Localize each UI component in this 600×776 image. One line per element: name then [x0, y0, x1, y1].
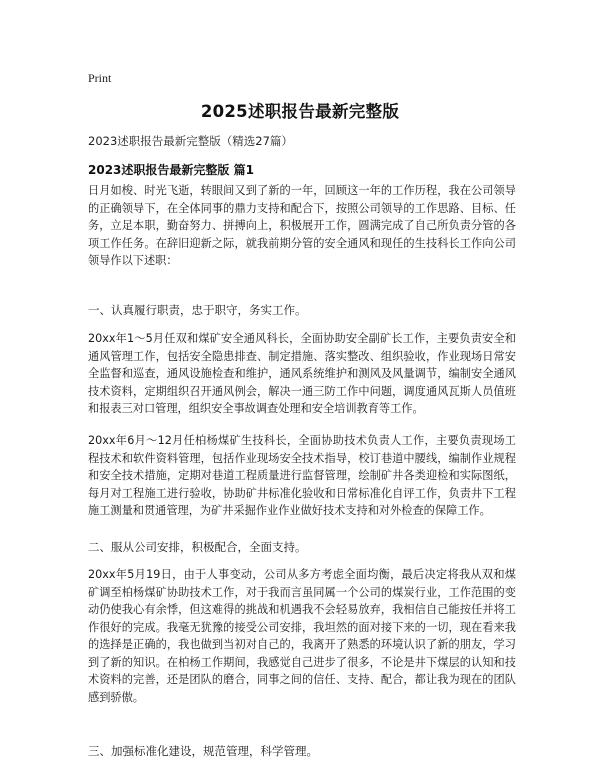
- document-subtitle: 2023述职报告最新完整版（精选27篇）: [88, 134, 293, 148]
- section-title: 2023述职报告最新完整版 篇1: [88, 163, 254, 177]
- section-heading-3: 三、加强标准化建设，规范管理，科学管理。: [88, 744, 318, 758]
- paragraph-intro: 日月如梭、时光飞逝，转眼间又到了新的一年，回顾这一年的工作历程，我在公司领导的正确领导下，在全体同事的鼎力支持和配合下，按照公司领导的工作思路、目标、任务，立足本职，勤奋努力、拼搏向上，积极展开工作，圆满完成了自己所负责分管的各项工作任务。在辞旧迎新之际，就我前期分管的安全通风和现任的生技科长工作向公司领导作以下述职：: [88, 184, 516, 267]
- section-heading-2: 二、服从公司安排，积极配合，全面支持。: [88, 540, 307, 554]
- paragraph-safety-ventilation: 20xx年1～5月任双和煤矿安全通风科长，全面协助安全副矿长工作，主要负责安全和通风管理工作，包括安全隐患排查、制定措施、落实整改、组织验收，作业现场日常安全监督和巡查，通风设施检查和维护，通风系统维护和测风及风量调节，编制安全通风技术资料，定期组织召开通风例会，解决一通三防工作中问题，调度通风瓦斯人员值班和报表三对口管理，组织安全事故调查处理和安全培训教育等工作。: [88, 332, 516, 415]
- print-label[interactable]: Print: [88, 71, 112, 85]
- paragraph-production-tech: 20xx年6月～12月任柏杨煤矿生技科长，全面协助技术负责人工作，主要负责现场工程技术和软件资料管理，包括作业现场安全技术指导，校订巷道中腰线，编制作业规程和安全技术措施，定期对巷道工程质量进行监督管理，绘制矿井各类迎检和实际图纸，每月对工程施工进行验收，协助矿井标准化验收和日常标准化自评工作，负责井下工程施工测量和贯通管理，为矿井采掘作业作业做好技术支持和对外检查的保障工作。: [88, 434, 516, 517]
- section-heading-1: 一、认真履行职责，忠于职守，务实工作。: [88, 303, 307, 317]
- paragraph-transfer: 20xx年5月19日，由于人事变动，公司从多方考虑全面均衡，最后决定将我从双和煤矿调至柏杨煤矿协助技术工作，对于我而言虽同属一个公司的煤炭行业，工作范围的变动仍使我心有余悸，但这难得的挑战和机遇我不会轻易放弃，我相信自己能按任并将工作很好的完成。我毫无犹豫的接受公司安排，我坦然的面对接下来的一切，现在看来我的选择是正确的，我也做到当初对自己的，我离开了熟悉的环境认识了新的朋友，学习到了新的知识。在柏杨工作期间，我感觉自己进步了很多，不论是井下煤层的认知和技术资料的完善，还是团队的磨合，同事之间的信任、支持、配合，都让我为现在的团队感到骄傲。: [88, 568, 516, 704]
- page-title: 2025述职报告最新完整版: [200, 102, 400, 121]
